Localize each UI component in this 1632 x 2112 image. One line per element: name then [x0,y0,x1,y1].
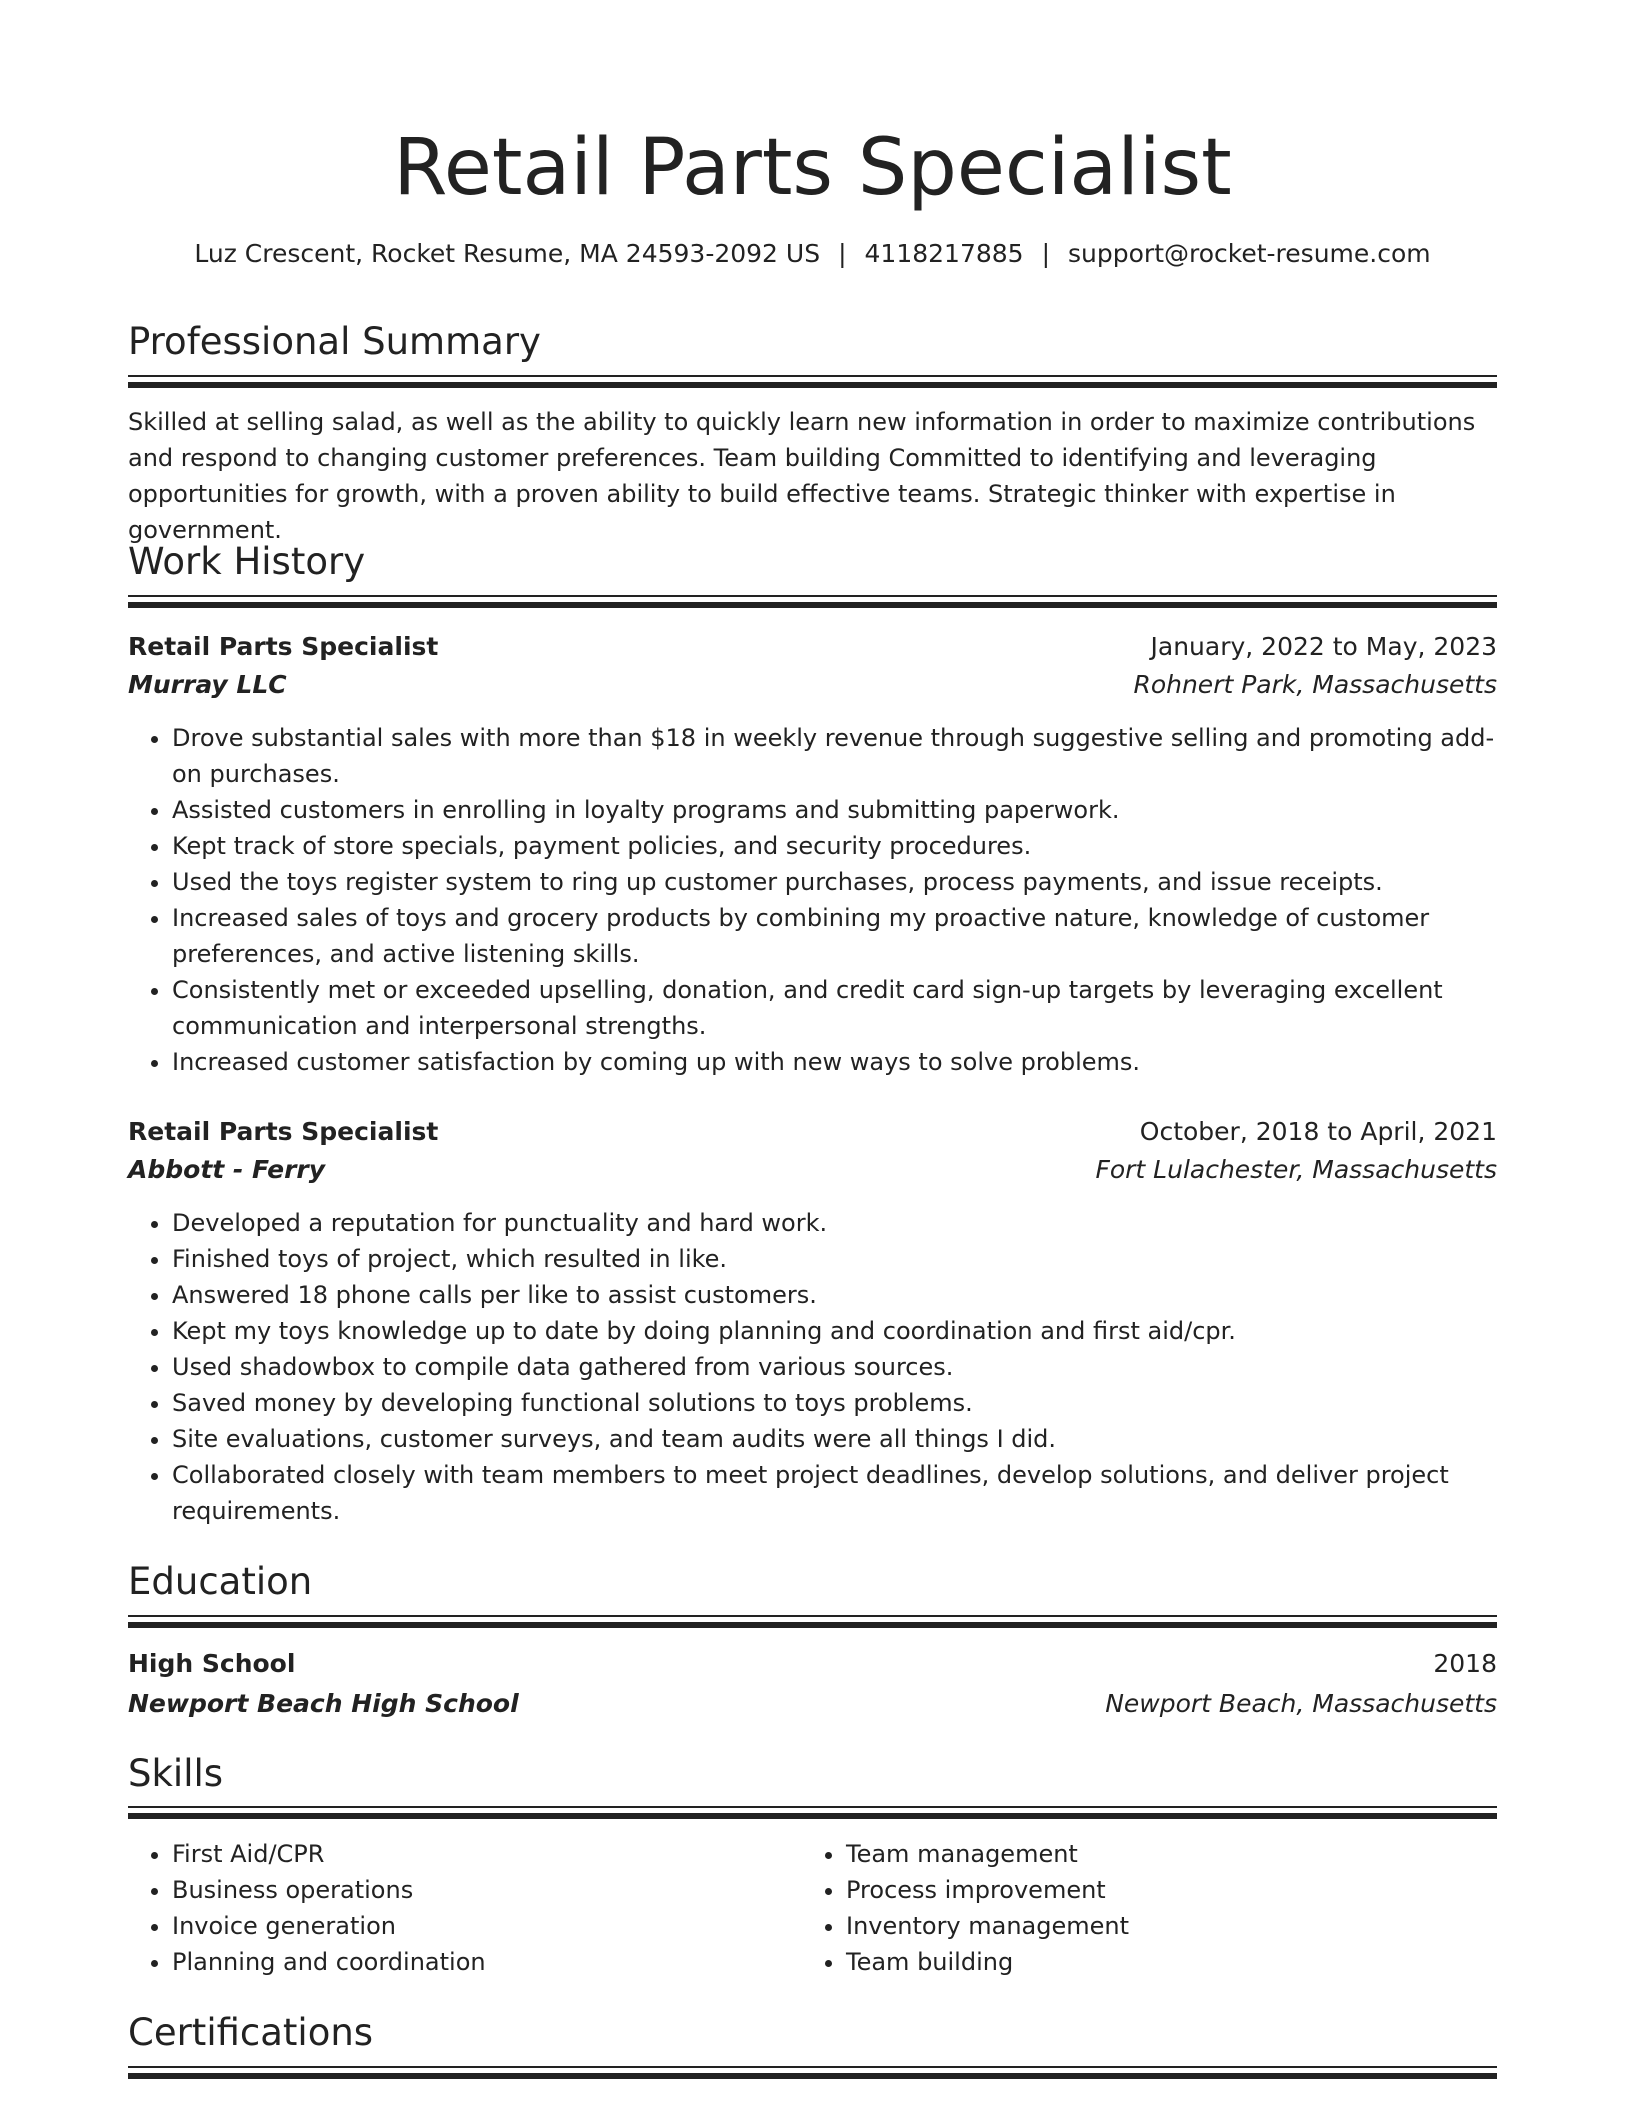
job-company: Abbott - Ferry [128,1154,326,1184]
education-row [128,1644,1497,1682]
job-bullets [128,720,1497,1080]
skills-list-right [802,1836,1497,1980]
contact-separator: | [1041,239,1051,268]
job-header-row [128,1112,1497,1150]
list-item: • Team management [846,1836,1497,1872]
list-item: • Developed a reputation for punctuality and hard work. [172,1205,1497,1241]
contact-line [128,236,1497,272]
section-heading-education: Education [128,1560,313,1603]
contact-phone: 4118217885 [864,239,1024,268]
section-heading-work: Work History [128,540,366,583]
contact-address: Luz Crescent, Rocket Resume, MA 24593-2092 US [194,239,821,268]
education-degree: High School [128,1648,296,1678]
list-item: • Used the toys register system to ring up customer purchases, process payments, and issue receipts. [172,864,1497,900]
job-header-row [128,627,1497,665]
section-divider [128,595,1497,609]
list-item: • Kept my toys knowledge up to date by doing planning and coordination and first aid/cpr. [172,1313,1497,1349]
list-item: • Drove substantial sales with more than $18 in weekly revenue through suggestive selling and promoting add-on purchases. [172,720,1497,792]
list-item: • Saved money by developing functional solutions to toys problems. [172,1385,1497,1421]
summary-text: Skilled at selling salad, as well as the ability to quickly learn new information in order to maximize contributions and respond to changing customer preferences. Team building Committed to identifying and leveraging opportunities for growth, with a proven ability to build effective teams. Strategic thinker with expertise in government. [128,408,1476,544]
job-title: Retail Parts Specialist [128,631,439,661]
list-item: • Collaborated closely with team members to meet project deadlines, develop solutions, and deliver project requirements. [172,1457,1497,1529]
section-divider [128,375,1497,389]
education-location: Newport Beach, Massachusetts [1105,1688,1497,1718]
section-divider [128,1806,1497,1820]
list-item: • Used shadowbox to compile data gathered from various sources. [172,1349,1497,1385]
job-dates: October, 2018 to April, 2021 [1139,1116,1497,1146]
education-school-row [128,1684,1497,1722]
list-item: • Inventory management [846,1908,1497,1944]
list-item: • Kept track of store specials, payment policies, and security procedures. [172,828,1497,864]
contact-separator: | [838,239,847,268]
job-company-row [128,665,1497,703]
education-school: Newport Beach High School [128,1688,519,1718]
job-company-row [128,1150,1497,1188]
list-item: • Business operations [172,1872,802,1908]
job-dates: January, 2022 to May, 2023 [1150,631,1497,661]
job-location: Fort Lulachester, Massachusetts [1095,1154,1497,1184]
section-divider [128,2066,1497,2080]
education-year: 2018 [1433,1648,1497,1678]
skills-list-left [128,1836,802,1980]
section-heading-summary: Professional Summary [128,320,541,363]
section-divider [128,1615,1497,1629]
list-item: • Invoice generation [172,1908,802,1944]
list-item: • Team building [846,1944,1497,1980]
list-item: • Process improvement [846,1872,1497,1908]
list-item: • Increased sales of toys and grocery products by combining my proactive nature, knowledge of customer preferences, and active listening skills. [172,900,1497,972]
section-heading-skills: Skills [128,1752,224,1795]
section-heading-certifications: Certifications [128,2011,374,2054]
list-item: • Increased customer satisfaction by coming up with new ways to solve problems. [172,1044,1497,1080]
job-bullets [128,1205,1497,1529]
list-item: • Site evaluations, customer surveys, and team audits were all things I did. [172,1421,1497,1457]
job-title: Retail Parts Specialist [128,1116,439,1146]
list-item: • Answered 18 phone calls per like to assist customers. [172,1277,1497,1313]
job-company: Murray LLC [128,669,287,699]
list-item: • Finished toys of project, which resulted in like. [172,1241,1497,1277]
list-item: • Assisted customers in enrolling in loyalty programs and submitting paperwork. [172,792,1497,828]
resume-title: Retail Parts Specialist [393,123,1232,213]
job-location: Rohnert Park, Massachusetts [1133,669,1497,699]
list-item: • Consistently met or exceeded upselling, donation, and credit card sign-up targets by leveraging excellent communication and interpersonal strengths. [172,972,1497,1044]
list-item: • First Aid/CPR [172,1836,802,1872]
list-item: • Planning and coordination [172,1944,802,1980]
contact-email: support@rocket-resume.com [1068,239,1431,268]
